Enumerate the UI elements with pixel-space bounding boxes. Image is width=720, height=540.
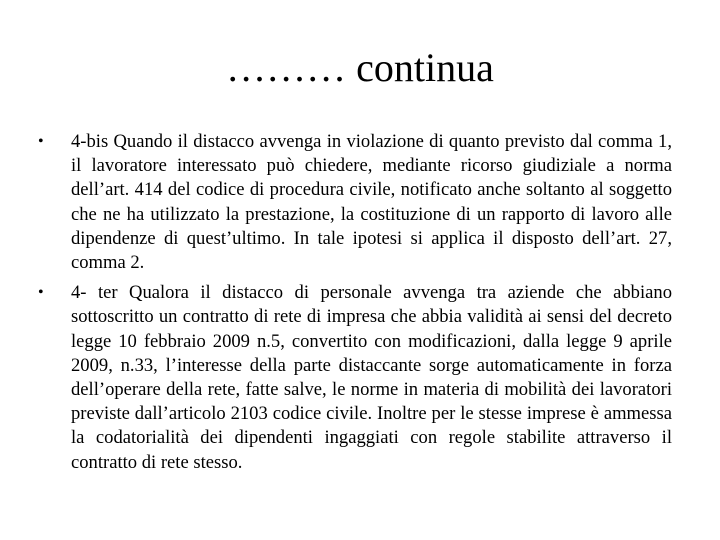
bullet-dot-icon: • <box>38 133 44 150</box>
slide-title: ……… continua <box>226 45 494 90</box>
bullet-text: 4- ter Qualora il distacco di personale avvenga tra aziende che abbiano sottoscritto un contratto di rete di impresa che abbia validità ai sensi del decreto legge 10 febbraio 2009 n.5, convertito con modificazioni, dalla legge 9 aprile 2009, n.33, l’interesse della parte distaccante sorge automaticamente in forza dell’operare della rete, fatte salve, le norme in materia di mobilità dei lavoratori previste dall’articolo 2103 codice civile. Inoltre per le stesse imprese è ammessa la codatorialità dei dipendenti ingaggiati con regole stabilite attraverso il contratto di rete stesso. <box>71 282 672 473</box>
bullet-text: 4-bis Quando il distacco avvenga in violazione di quanto previsto dal comma 1, il lavoratore interessato può chiedere, mediante ricorso giudiziale a norma dell’art. 414 del codice di procedura civile, notificato anche soltanto al soggetto che ne ha utilizzato la prestazione, la costituzione di un rapporto di lavoro alle dipendenze di quest’ultimo. In tale ipotesi si applica il disposto dell’art. 27, comma 2. <box>71 131 672 274</box>
bullet-dot-icon: • <box>38 284 44 302</box>
bullet-item-4-ter <box>38 281 672 475</box>
bullet-item-4-bis <box>38 130 672 275</box>
bullet-list <box>38 130 672 481</box>
